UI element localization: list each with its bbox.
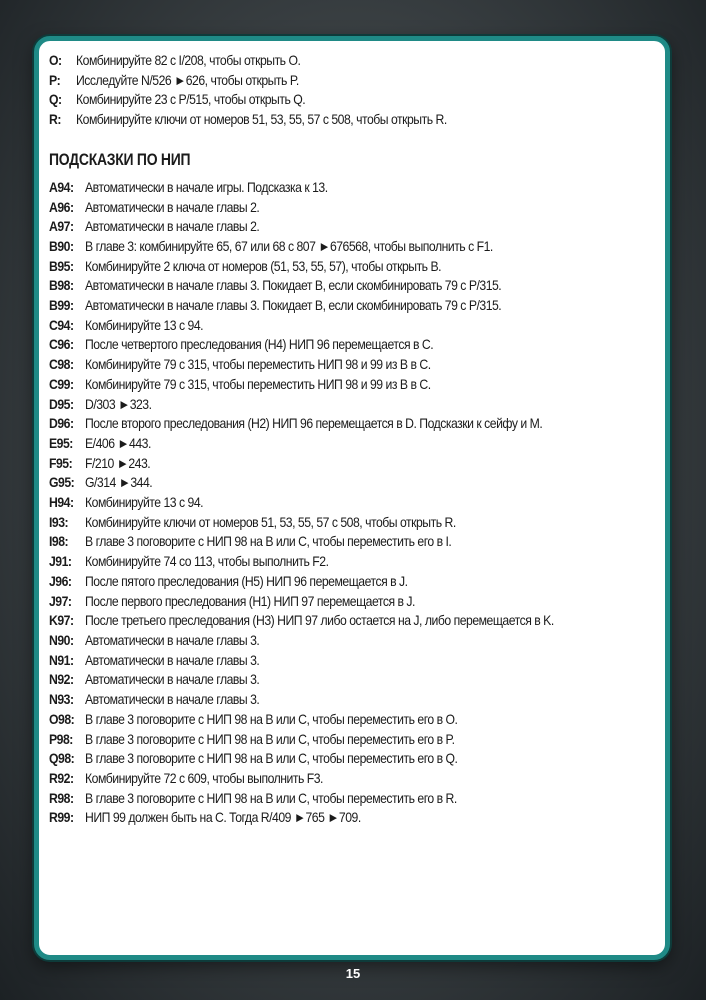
entry-text: Автоматически в начале главы 2. xyxy=(85,199,260,215)
entry-text: Автоматически в начале главы 3. xyxy=(85,692,260,708)
entry-text: E/406 ►443. xyxy=(85,435,151,451)
npc-hint-entry xyxy=(49,611,594,631)
npc-hint-entry xyxy=(49,592,594,612)
entry-code: C96: xyxy=(49,337,74,353)
entry-code: H94: xyxy=(49,495,74,511)
entry-text: Комбинируйте 2 ключа от номеров (51, 53, 55, 57), чтобы открыть B. xyxy=(85,258,442,274)
npc-hint-entry xyxy=(49,552,594,572)
npc-hint-entry xyxy=(49,198,594,218)
npc-hint-entry xyxy=(49,670,594,690)
npc-hint-entry xyxy=(49,316,594,336)
npc-hint-entry xyxy=(49,276,594,296)
entry-text: В главе 3: комбинируйте 65, 67 или 68 с 807 ►676568, чтобы выполнить с F1. xyxy=(85,238,493,254)
entry-code: A97: xyxy=(49,219,74,235)
entry-text: Комбинируйте 13 с 94. xyxy=(85,317,204,333)
npc-hint-entry xyxy=(49,395,594,415)
entry-code: O: xyxy=(49,53,62,68)
page-frame xyxy=(34,36,670,960)
top-entry xyxy=(49,71,594,91)
npc-hint-entry xyxy=(49,355,594,375)
entry-text: Комбинируйте 79 с 315, чтобы переместить НИП 98 и 99 из B в C. xyxy=(85,376,431,392)
entry-code: B90: xyxy=(49,238,74,254)
npc-hint-entry xyxy=(49,631,594,651)
entry-text: В главе 3 поговорите с НИП 98 на B или C, чтобы переместить его в Q. xyxy=(85,751,458,767)
entry-code: D96: xyxy=(49,416,74,432)
entry-text: Комбинируйте 74 со 113, чтобы выполнить F2. xyxy=(85,554,329,570)
npc-hint-entry xyxy=(49,217,594,237)
entry-text: Автоматически в начале главы 2. xyxy=(85,219,260,235)
npc-hint-entry xyxy=(49,749,594,769)
entry-code: R99: xyxy=(49,810,74,826)
entry-text: Комбинируйте 72 с 609, чтобы выполнить F3. xyxy=(85,770,323,786)
entry-code: I93: xyxy=(49,514,69,530)
npc-hint-entry xyxy=(49,237,594,257)
entry-text: Исследуйте N/526 ►626, чтобы открыть P. xyxy=(76,72,299,88)
entry-text: Комбинируйте 82 с I/208, чтобы открыть O. xyxy=(76,53,301,68)
entry-code: N91: xyxy=(49,652,74,668)
entry-text: Комбинируйте ключи от номеров 51, 53, 55, 57 с 508, чтобы открыть R. xyxy=(85,514,456,530)
entry-code: Q: xyxy=(49,92,62,108)
section-heading: ПОДСКАЗКИ ПО НИП xyxy=(49,149,191,169)
entry-code: B98: xyxy=(49,278,74,294)
entry-code: E95: xyxy=(49,435,73,451)
npc-hint-entry xyxy=(49,532,594,552)
entry-code: G95: xyxy=(49,475,75,491)
entry-code: J97: xyxy=(49,593,72,609)
npc-hint-entry xyxy=(49,513,594,533)
npc-hint-entry xyxy=(49,493,594,513)
npc-hint-entry xyxy=(49,808,594,828)
top-entry xyxy=(49,90,594,110)
npc-hint-entry xyxy=(49,572,594,592)
entry-text: Комбинируйте ключи от номеров 51, 53, 55, 57 с 508, чтобы открыть R. xyxy=(76,112,447,128)
entry-text: После пятого преследования (H5) НИП 96 перемещается в J. xyxy=(85,573,408,589)
entry-code: R98: xyxy=(49,790,74,806)
entry-text: Автоматически в начале главы 3. Покидает B, если скомбинировать 79 с P/315. xyxy=(85,298,502,314)
entry-text: F/210 ►243. xyxy=(85,455,151,471)
entry-text: Автоматически в начале главы 3. xyxy=(85,672,260,688)
entry-code: A96: xyxy=(49,199,74,215)
entry-code: N90: xyxy=(49,632,74,648)
npc-hint-entry xyxy=(49,651,594,671)
entry-code: K97: xyxy=(49,613,74,629)
entry-code: F95: xyxy=(49,455,73,471)
entry-code: A94: xyxy=(49,179,74,195)
entry-code: Q98: xyxy=(49,751,75,767)
npc-hint-entry xyxy=(49,178,594,198)
entry-text: После четвертого преследования (H4) НИП 96 перемещается в C. xyxy=(85,337,434,353)
npc-hints-list xyxy=(49,178,655,828)
entry-text: Автоматически в начале игры. Подсказка к 13. xyxy=(85,179,328,195)
top-entry xyxy=(49,51,594,71)
entry-text: НИП 99 должен быть на C. Тогда R/409 ►765 ►709. xyxy=(85,810,361,826)
entry-code: O98: xyxy=(49,711,75,727)
page-content xyxy=(49,51,655,945)
entry-code: B95: xyxy=(49,258,74,274)
entry-text: D/303 ►323. xyxy=(85,396,152,412)
entry-code: C99: xyxy=(49,376,74,392)
entry-text: В главе 3 поговорите с НИП 98 на B или C, чтобы переместить его в I. xyxy=(85,534,452,550)
entry-text: В главе 3 поговорите с НИП 98 на B или C, чтобы переместить его в O. xyxy=(85,711,458,727)
npc-hint-entry xyxy=(49,414,594,434)
entry-text: В главе 3 поговорите с НИП 98 на B или C, чтобы переместить его в P. xyxy=(85,731,455,747)
entry-code: N93: xyxy=(49,692,74,708)
entry-code: N92: xyxy=(49,672,74,688)
npc-hint-entry xyxy=(49,434,594,454)
entry-text: После третьего преследования (H3) НИП 97 либо остается на J, либо перемещается в K. xyxy=(85,613,554,629)
entry-text: G/314 ►344. xyxy=(85,475,153,491)
entry-code: J91: xyxy=(49,554,72,570)
entry-code: J96: xyxy=(49,573,72,589)
entry-text: После первого преследования (H1) НИП 97 перемещается в J. xyxy=(85,593,415,609)
page-number: 15 xyxy=(345,966,361,981)
entry-code: I98: xyxy=(49,534,69,550)
npc-hint-entry xyxy=(49,789,594,809)
entry-text: После второго преследования (H2) НИП 96 перемещается в D. Подсказки к сейфу и M. xyxy=(85,416,543,432)
entry-code: D95: xyxy=(49,396,74,412)
npc-hint-entry xyxy=(49,769,594,789)
npc-hint-entry xyxy=(49,375,594,395)
entry-code: R92: xyxy=(49,770,74,786)
entry-code: C98: xyxy=(49,357,74,373)
npc-hint-entry xyxy=(49,730,594,750)
npc-hint-entry xyxy=(49,296,594,316)
npc-hint-entry xyxy=(49,473,594,493)
npc-hint-entry xyxy=(49,257,594,277)
entry-text: Автоматически в начале главы 3. Покидает B, если скомбинировать 79 с P/315. xyxy=(85,278,502,294)
entry-code: P98: xyxy=(49,731,73,747)
npc-hint-entry xyxy=(49,710,594,730)
top-entry xyxy=(49,110,594,130)
entry-code: B99: xyxy=(49,298,74,314)
top-entries xyxy=(49,51,655,130)
entry-code: R: xyxy=(49,112,61,128)
npc-hint-entry xyxy=(49,454,594,474)
npc-hint-entry xyxy=(49,690,594,710)
entry-text: Комбинируйте 13 с 94. xyxy=(85,495,204,511)
entry-code: C94: xyxy=(49,317,74,333)
entry-text: В главе 3 поговорите с НИП 98 на B или C, чтобы переместить его в R. xyxy=(85,790,457,806)
entry-text: Комбинируйте 79 с 315, чтобы переместить НИП 98 и 99 из B в C. xyxy=(85,357,431,373)
entry-text: Комбинируйте 23 с P/515, чтобы открыть Q. xyxy=(76,92,306,108)
npc-hint-entry xyxy=(49,335,594,355)
entry-text: Автоматически в начале главы 3. xyxy=(85,632,260,648)
entry-text: Автоматически в начале главы 3. xyxy=(85,652,260,668)
entry-code: P: xyxy=(49,72,61,88)
